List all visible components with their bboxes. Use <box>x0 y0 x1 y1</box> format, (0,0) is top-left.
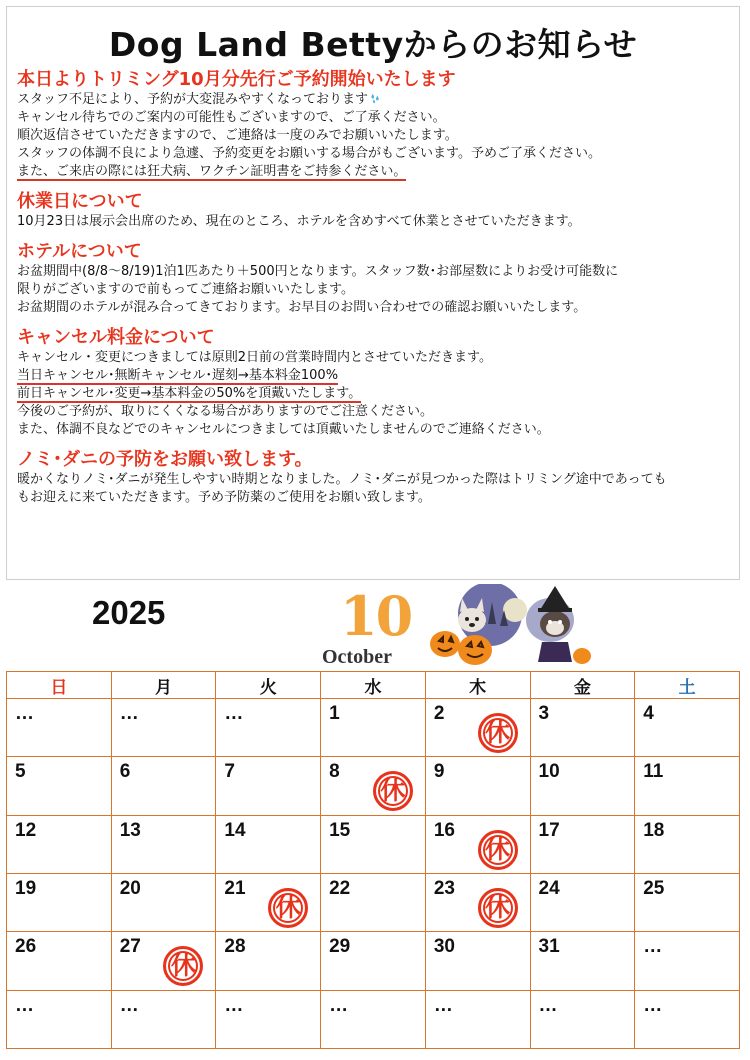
section-title: 本日よりトリミング10月分先行ご予約開始いたします <box>17 69 456 90</box>
section-trimming <box>7 69 739 181</box>
calendar-day-cell <box>7 815 112 873</box>
day-number: 10 <box>538 761 560 783</box>
day-number: 24 <box>538 877 560 899</box>
day-number: 11 <box>643 761 664 783</box>
calendar-week-row <box>7 815 740 873</box>
calendar-day-cell <box>111 757 216 815</box>
calendar-day-cell <box>7 873 112 931</box>
day-number: … <box>224 703 244 724</box>
calendar-day-cell <box>7 699 112 757</box>
calendar-day-cell <box>530 699 635 757</box>
calendar-day-cell <box>7 990 112 1048</box>
closed-day-mark: 休 <box>373 771 413 811</box>
day-number: … <box>433 994 453 1016</box>
closed-day-mark: 休 <box>478 888 518 928</box>
day-number: … <box>119 703 139 724</box>
section-title: キャンセル料金について <box>17 327 215 348</box>
calendar-day-cell <box>530 873 635 931</box>
closed-day-mark: 休 <box>163 946 203 986</box>
section-title: 休業日について <box>17 191 143 212</box>
weekday-sunday: 日 <box>7 672 112 699</box>
section-title: ノミ･ダニの予防をお願い致します。 <box>17 449 313 470</box>
calendar-day-cell <box>530 757 635 815</box>
day-number: 3 <box>538 703 550 724</box>
calendar-day-cell <box>7 932 112 990</box>
section-line: お盆期間中(8/8～8/19)1泊1匹あたり＋500円となります。スタッフ数･お部屋数によりお受け可能数に <box>17 264 619 279</box>
calendar-week-row <box>7 873 740 931</box>
day-number: 4 <box>643 703 654 724</box>
calendar-week-row <box>7 932 740 990</box>
closed-day-mark: 休 <box>478 830 518 870</box>
calendar-day-cell <box>635 990 740 1048</box>
calendar-week-row <box>7 757 740 815</box>
calendar-week-row <box>7 990 740 1048</box>
day-number: 6 <box>119 761 131 783</box>
weekday-saturday: 土 <box>635 672 740 699</box>
section-line: もお迎えに来ていただきます。予め予防薬のご使用をお願い致します。 <box>17 490 431 505</box>
calendar-day-cell <box>635 699 740 757</box>
calendar-day-cell <box>111 990 216 1048</box>
calendar-day-cell <box>425 815 530 873</box>
calendar-day-cell <box>635 873 740 931</box>
section-line: 限りがございますので前もってご連絡お願いいたします。 <box>17 282 354 297</box>
calendar-day-cell <box>321 990 426 1048</box>
weekday-monday: 月 <box>111 672 216 699</box>
section-line: 暖かくなりノミ･ダニが発生しやすい時期となりました。ノミ･ダニが見つかった際はトリミング途中であっても <box>17 472 667 487</box>
calendar-day-cell <box>321 932 426 990</box>
day-number: 19 <box>15 877 37 899</box>
weekday-friday: 金 <box>530 672 635 699</box>
day-number: … <box>643 994 663 1016</box>
calendar-month-name: October <box>322 646 392 668</box>
day-number: 20 <box>119 877 141 899</box>
weekday-thursday: 木 <box>425 672 530 699</box>
day-number: 8 <box>329 761 340 783</box>
calendar-day-cell <box>530 932 635 990</box>
water-drops-icon <box>370 93 381 104</box>
calendar-month-number: 10 <box>340 584 412 648</box>
day-number: 14 <box>224 819 246 841</box>
day-number: … <box>329 994 349 1016</box>
day-number: 9 <box>433 761 445 783</box>
section-line: 順次返信させていただきますので、ご連絡は一度のみでお願いいたします。 <box>17 128 458 143</box>
calendar-day-cell <box>635 932 740 990</box>
section-hotel <box>7 241 739 317</box>
calendar-grid <box>6 671 740 1049</box>
calendar-week-row <box>7 699 740 757</box>
section-line: 前日キャンセル･変更→基本料金の50%を頂戴いたします。 <box>17 386 362 401</box>
section-flea-tick <box>7 449 739 507</box>
calendar-day-cell <box>321 873 426 931</box>
section-line: 今後のご予約が、取りにくくなる場合がありますのでご注意ください。 <box>17 404 434 419</box>
section-line: 10月23日は展示会出席のため、現在のところ、ホテルを含めすべて休業とさせていただきます。 <box>17 214 581 229</box>
closed-day-mark: 休 <box>478 713 518 753</box>
weekday-header-row <box>7 672 740 699</box>
day-number: 26 <box>15 936 37 958</box>
day-number: … <box>15 994 34 1016</box>
calendar-day-cell <box>530 990 635 1048</box>
halloween-dogs-illustration <box>420 584 600 668</box>
calendar-body <box>7 699 740 1049</box>
calendar-header <box>0 580 750 672</box>
day-number: 31 <box>538 936 560 958</box>
day-number: 15 <box>329 819 351 841</box>
calendar-day-cell <box>530 815 635 873</box>
calendar-day-cell <box>216 757 321 815</box>
calendar-day-cell <box>216 815 321 873</box>
day-number: 18 <box>643 819 665 841</box>
day-number: … <box>643 936 663 958</box>
day-number: 30 <box>433 936 455 958</box>
day-number: 7 <box>224 761 235 783</box>
day-number: 28 <box>224 936 246 958</box>
day-number: 5 <box>15 761 26 783</box>
calendar-day-cell <box>111 873 216 931</box>
day-number: … <box>119 994 139 1016</box>
section-line: スタッフの体調不良により急遽、予約変更をお願いする場合がもございます。予めご了承ください。 <box>17 146 601 161</box>
day-number: 2 <box>433 703 445 724</box>
calendar-day-cell <box>7 757 112 815</box>
calendar-year: 2025 <box>92 594 166 631</box>
day-number: 16 <box>433 819 455 841</box>
day-number: 25 <box>643 877 665 899</box>
section-line: 当日キャンセル･無断キャンセル･遅刻→基本料金100% <box>17 368 339 383</box>
day-number: … <box>538 994 558 1016</box>
section-cancel-fee <box>7 327 739 439</box>
weekday-tuesday: 火 <box>216 672 321 699</box>
day-number: 21 <box>224 877 246 899</box>
section-title: ホテルについて <box>17 241 142 262</box>
calendar-day-cell <box>216 932 321 990</box>
calendar-day-cell <box>425 699 530 757</box>
day-number: 23 <box>433 877 455 899</box>
calendar-day-cell <box>321 815 426 873</box>
closed-day-mark: 休 <box>268 888 308 928</box>
day-number: … <box>224 994 244 1016</box>
day-number: 13 <box>119 819 141 841</box>
section-line: キャンセル待ちでのご案内の可能性もございますので、ご了承ください。 <box>17 110 446 125</box>
day-number: 22 <box>329 877 351 899</box>
section-line: キャンセル・変更につきましては原則2日前の営業時間内とさせていただきます。 <box>17 350 492 365</box>
notice-panel <box>6 6 740 580</box>
calendar-day-cell <box>216 699 321 757</box>
weekday-wednesday: 水 <box>321 672 426 699</box>
page-title: Dog Land Bettyからのお知らせ <box>108 25 638 64</box>
section-closed-days <box>7 191 739 231</box>
calendar-day-cell <box>216 990 321 1048</box>
calendar-day-cell <box>111 932 216 990</box>
day-number: 1 <box>329 703 340 724</box>
calendar-day-cell <box>425 990 530 1048</box>
day-number: 29 <box>329 936 351 958</box>
calendar-day-cell <box>425 932 530 990</box>
section-line: お盆期間のホテルが混み合ってきております。お早目のお問い合わせでの確認お願いいたします。 <box>17 300 587 315</box>
calendar-day-cell <box>111 815 216 873</box>
calendar-day-cell <box>635 815 740 873</box>
calendar-day-cell <box>425 757 530 815</box>
day-number: 17 <box>538 819 560 841</box>
calendar-day-cell <box>111 699 216 757</box>
calendar-day-cell <box>321 757 426 815</box>
section-line: スタッフ不足により、予約が大変混みやすくなっております <box>17 92 369 107</box>
section-line: また、体調不良などでのキャンセルにつきましては頂戴いたしませんのでご連絡ください。 <box>17 422 550 437</box>
calendar-day-cell <box>216 873 321 931</box>
section-line: また、ご来店の際には狂犬病、ワクチン証明書をご持参ください。 <box>17 164 407 179</box>
day-number: 12 <box>15 819 37 841</box>
day-number: 27 <box>119 936 141 958</box>
calendar-day-cell <box>321 699 426 757</box>
calendar-day-cell <box>635 757 740 815</box>
calendar-day-cell <box>425 873 530 931</box>
day-number: … <box>15 703 34 724</box>
